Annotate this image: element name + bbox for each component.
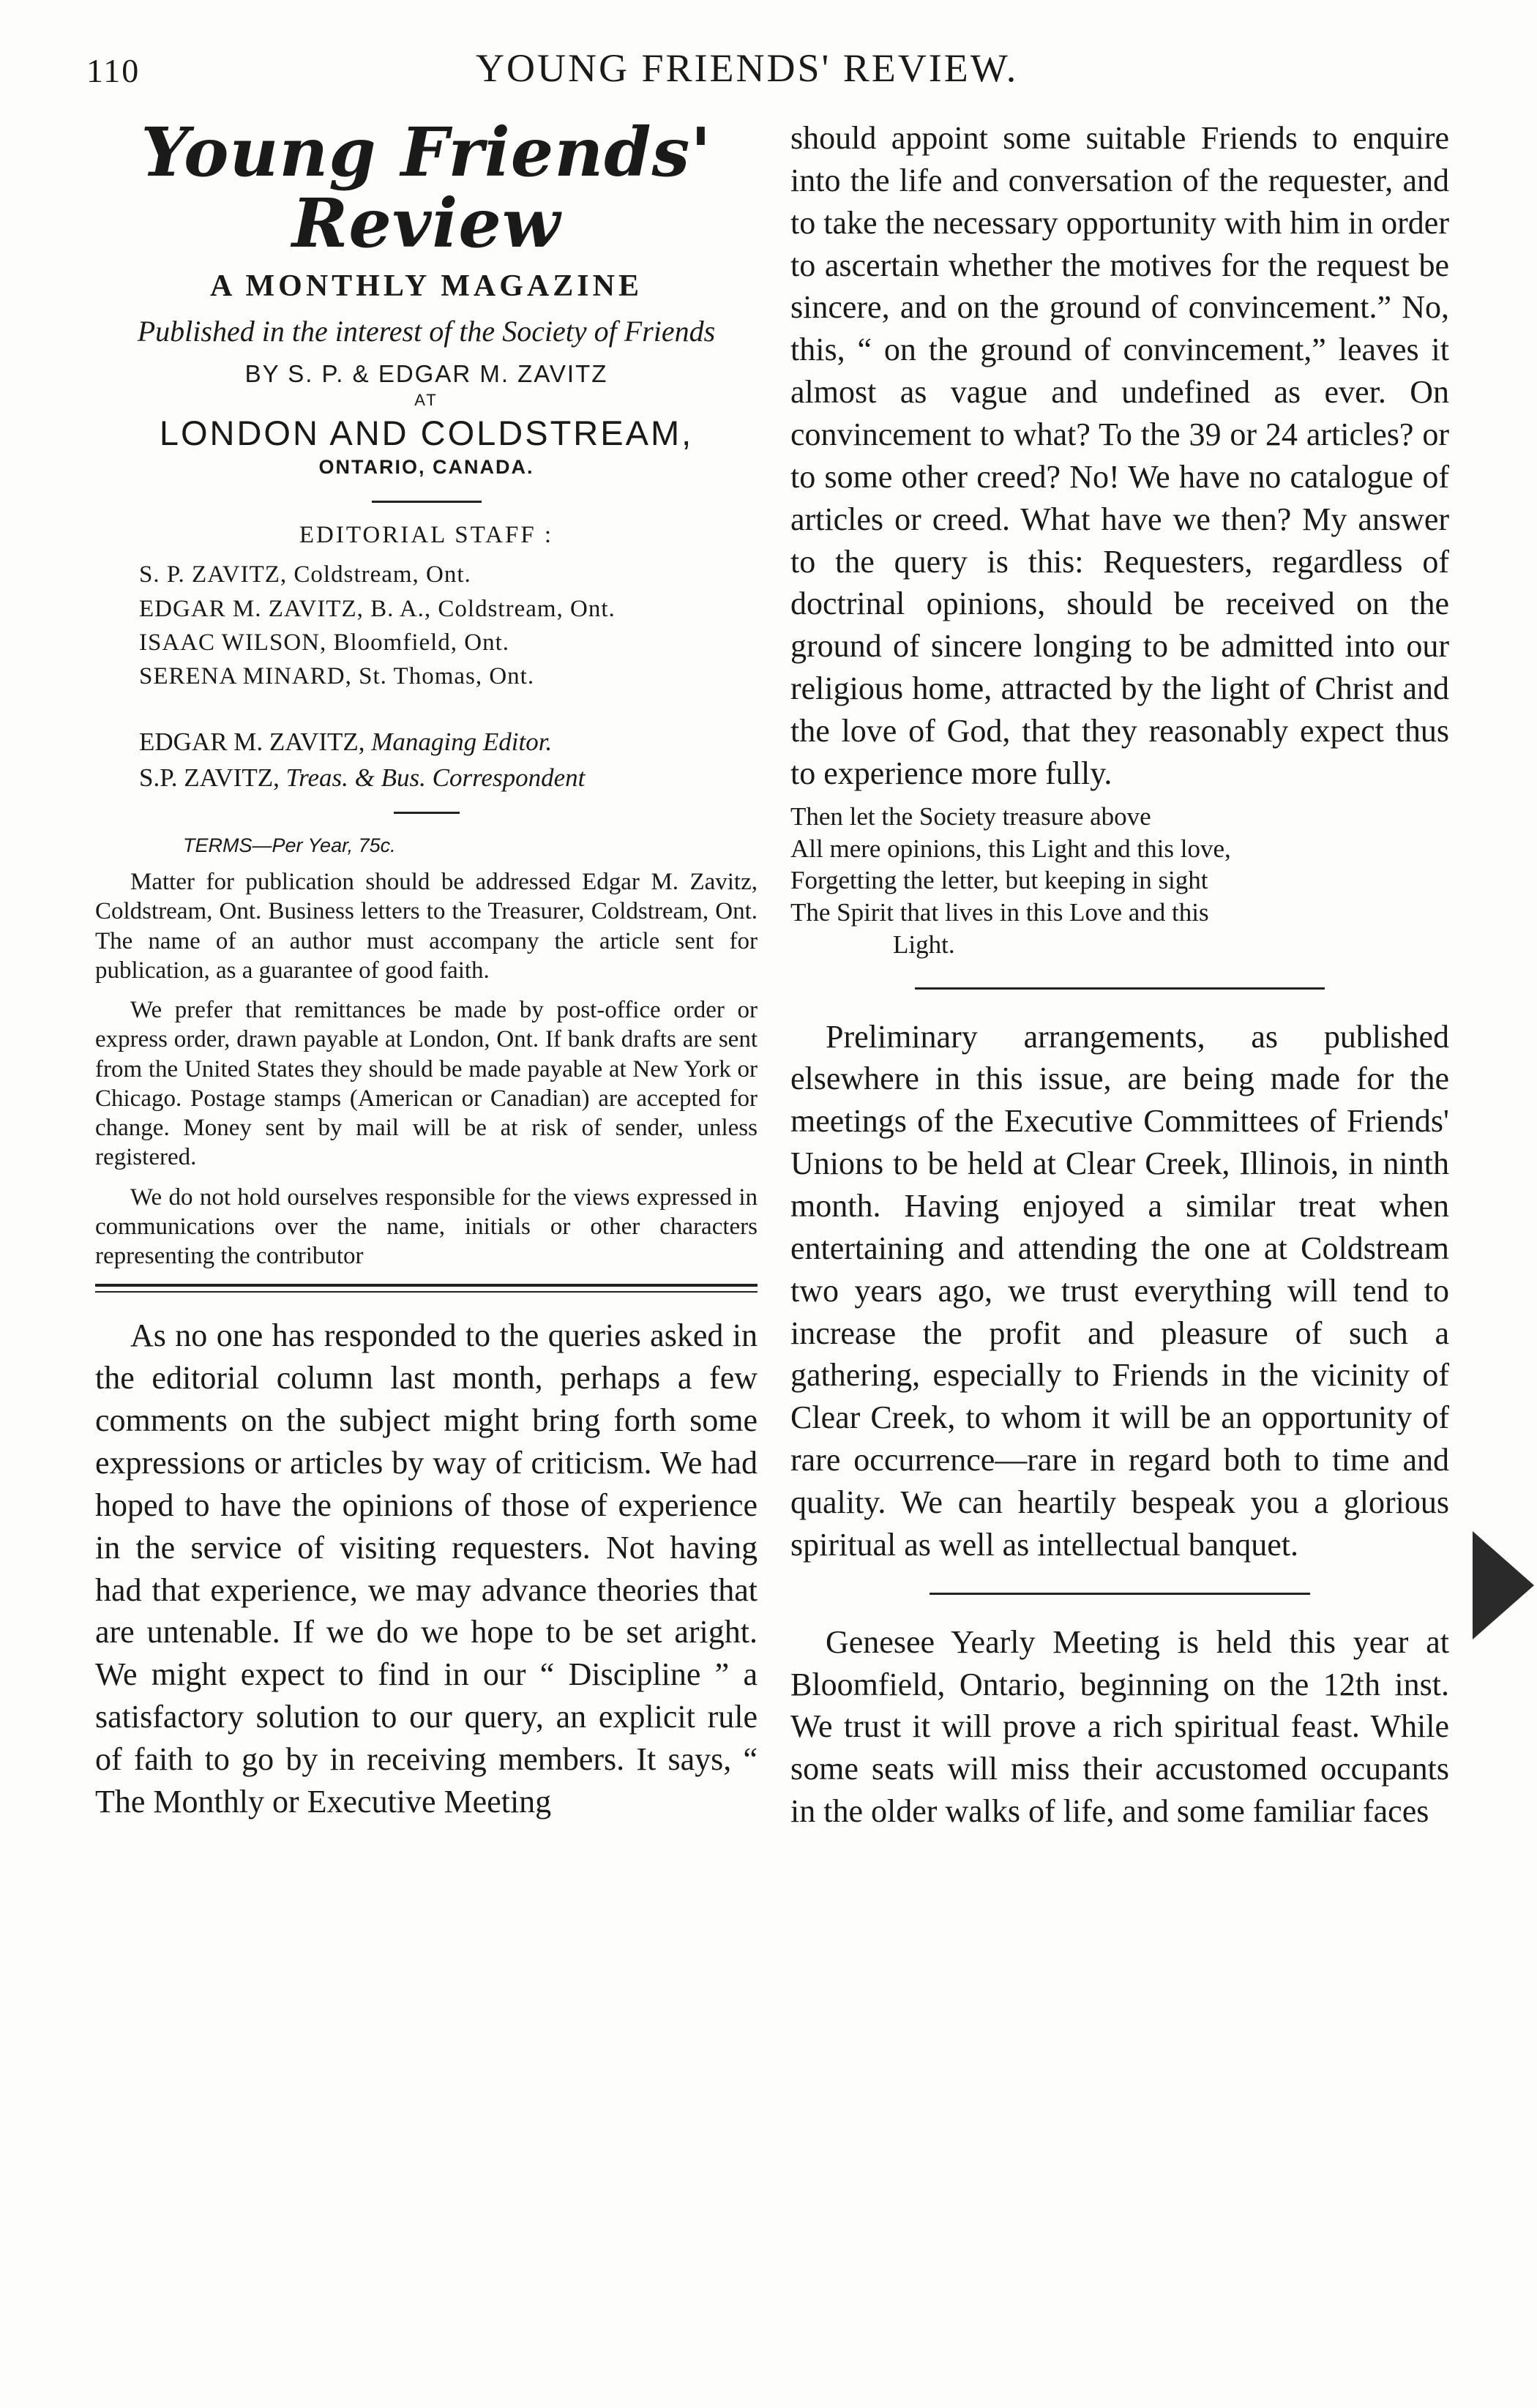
treasurer-name: S.P. ZAVITZ, — [139, 763, 280, 793]
masthead-country: ONTARIO, CANADA. — [318, 456, 534, 479]
editor-list — [139, 724, 758, 796]
treasurer-role: Treas. & Bus. Correspondent — [285, 763, 586, 793]
editorial-left: As no one has responded to the queries asked in the editorial column last month, perhaps a few comments on the subject might bring forth some expressions or articles by way of criticism. We had hoped to have the opinions of those of experience in the service of visiting requesters. Not having had that experience, we may advance theories that are untenable. If we do we hope to be set aright. We might expect to find in our “ Discipline ” a satisfactory solution to our query, an explicit rule of faith to go by in receiving members. It says, “ The Monthly or Executive Meeting — [95, 1317, 758, 1820]
poem-line: The Spirit that lives in this Love and this — [790, 898, 1209, 927]
poem-line: Then let the Society treasure above — [790, 801, 1151, 831]
double-divider — [95, 1284, 758, 1293]
divider — [930, 1593, 1310, 1595]
preliminary-paragraph: Preliminary arrangements, as published elsewhere in this issue, are being made for the meetings of the Executive Committees of Friends' Unions to be held at Clear Creek, Illinois, in ninth month. Having enjoyed a similar treat when entertaining and attending the one at Coldstream two years ago, we trust everything will tend to increase the profit and pleasure of such a gathering, especially to Friends in the vicinity of Clear Creek, to whom it will be an opportunity of rare occurrence—rare in regard both to time and quality. We can heartily bespeak you a glorious spiritual as well as intellectual banquet. — [790, 1018, 1449, 1563]
running-head: YOUNG FRIENDS' REVIEW. — [476, 46, 1019, 90]
right-column — [790, 117, 1449, 1833]
masthead-by: BY S. P. & EDGAR M. ZAVITZ — [244, 360, 608, 388]
staff-heading: EDITORIAL STAFF : — [299, 522, 554, 549]
poem-line: All mere opinions, this Light and this love, — [790, 834, 1231, 863]
poem-line: Forgetting the letter, but keeping in sight — [790, 866, 1208, 895]
staff-member: ISAAC WILSON, Bloomfield, Ont. — [139, 629, 510, 656]
genesee-paragraph: Genesee Yearly Meeting is held this year at Bloomfield, Ontario, beginning on the 12th inst. We trust it will prove a rich spiritual feast. While some seats will miss their accustomed occupants in the older walks of life, and some familiar faces — [790, 1623, 1449, 1830]
left-column — [95, 113, 758, 1823]
masthead-published: Published in the interest of the Society of Friends — [137, 315, 716, 348]
managing-editor-role: Managing Editor. — [371, 728, 553, 757]
managing-editor — [139, 724, 758, 760]
notice-address: Matter for publication should be addressed Edgar M. Zavitz, Coldstream, Ont. Business letters to the Treasurer, Coldstream, Ont. The name of an author must accompany the article sent for publication, as a guarantee of good faith. — [95, 869, 758, 984]
poem — [790, 801, 1449, 961]
divider — [915, 987, 1325, 990]
staff-member: S. P. ZAVITZ, Coldstream, Ont. — [139, 561, 471, 588]
terms: TERMS—Per Year, 75c. — [183, 834, 396, 857]
staff-member: SERENA MINARD, St. Thomas, Ont. — [139, 662, 535, 689]
masthead-place: LONDON AND COLDSTREAM, — [159, 414, 694, 453]
managing-editor-name: EDGAR M. ZAVITZ, — [139, 728, 365, 757]
margin-pointer-icon — [1473, 1531, 1534, 1639]
staff-member: EDGAR M. ZAVITZ, B. A., Coldstream, Ont. — [139, 595, 616, 622]
masthead-title: Young Friends' Review — [141, 113, 712, 263]
masthead-subtitle: A MONTHLY MAGAZINE — [210, 269, 643, 304]
divider — [372, 501, 482, 503]
staff-list — [139, 558, 758, 693]
editorial-right: should appoint some suitable Friends to enquire into the life and conversation of the requester, and to take the necessary opportunity with him in order to ascertain whether the motives for the request be sincere, and on the ground of convincement.” No, this, “ on the ground of convincement,” leaves it almost as vague and undefined as ever. On convincement to what? To the 39 or 24 articles? or to some other creed? No! We have no catalogue of articles or creed. What have we then? My answer to the query is this: Requesters, regardless of doctrinal opinions, should be received on the ground of sincere longing to be admitted into our religious home, attracted by the light of Christ and the love of God, that they reasonably expect thus to experience more fully. — [790, 120, 1449, 791]
masthead-at: AT — [414, 391, 438, 410]
divider — [394, 812, 460, 814]
notice-remittances: We prefer that remittances be made by post-office order or express order, drawn payable at London, Ont. If bank drafts are sent from the United States they should be made payable at New York or Chicago. Postage stamps (American or Canadian) are accepted for change. Money sent by mail will be at risk of sender, unless registered. — [95, 997, 758, 1171]
treasurer — [139, 760, 758, 796]
page-number: 110 — [86, 52, 141, 89]
poem-line: Light. — [893, 930, 955, 959]
notice-responsibility: We do not hold ourselves responsible for the views expressed in communications over the name, initials or other characters representing the contributor — [95, 1184, 758, 1270]
